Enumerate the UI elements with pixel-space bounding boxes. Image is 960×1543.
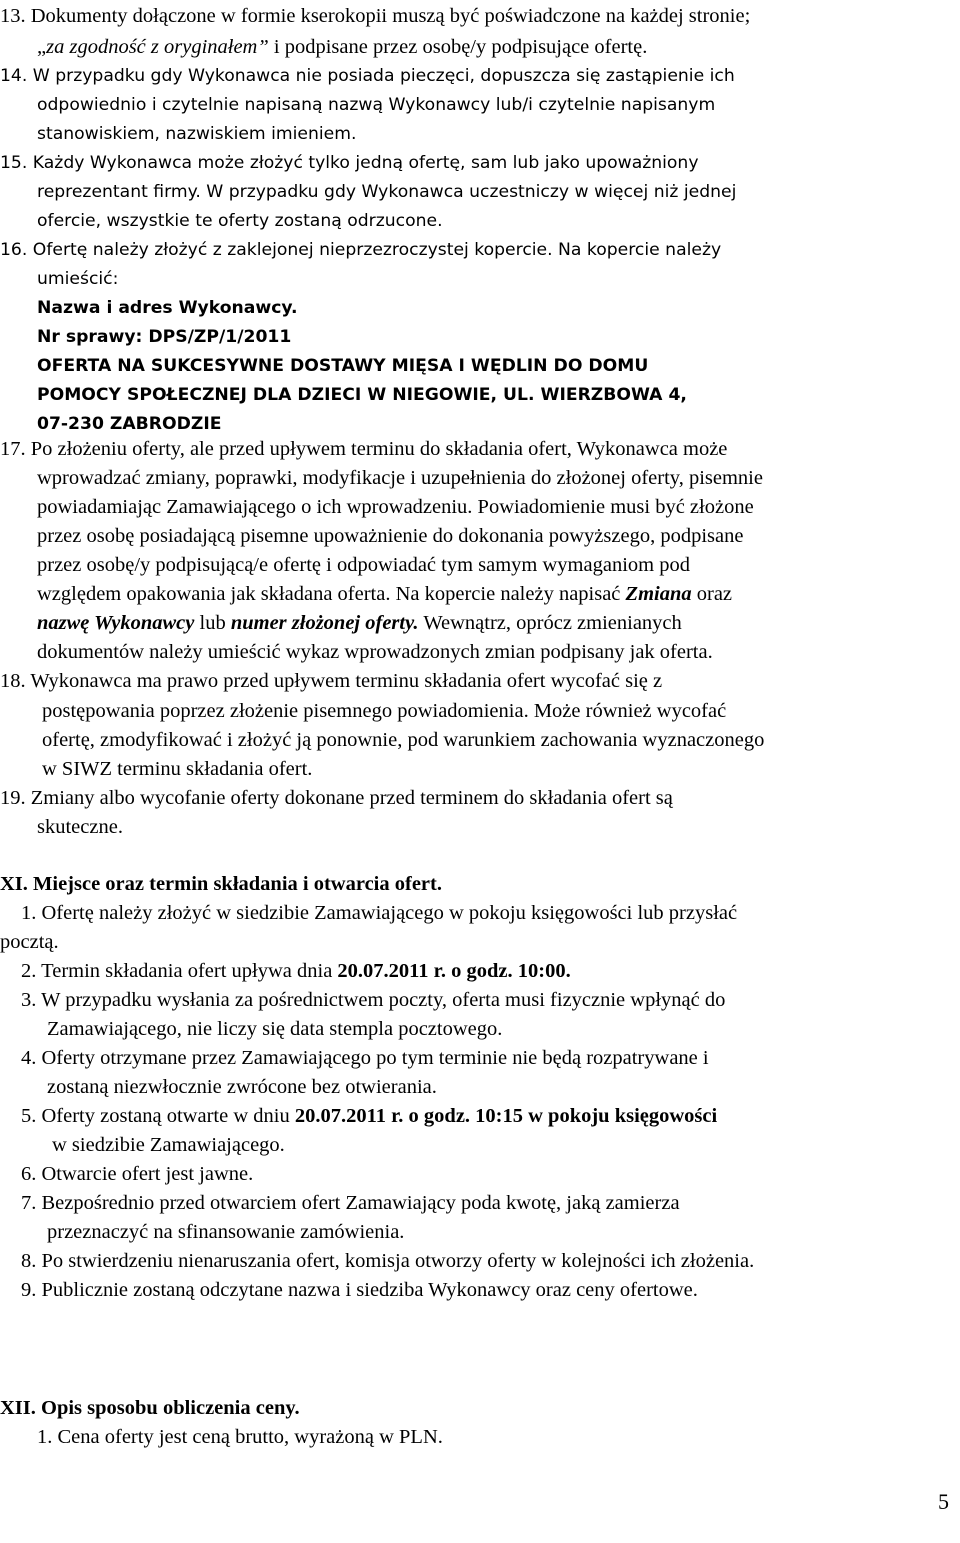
section-xi-item-9: 9. Publicznie zostaną odczytane nazwa i siedziba Wykonawcy oraz ceny ofertowe. [21, 1279, 698, 1301]
offer-number-keyword: numer złożonej oferty. [230, 612, 419, 634]
item-15-line-2: reprezentant firmy. W przypadku gdy Wykonawca uczestniczy w więcej niż jednej [37, 182, 737, 202]
section-xi-item-4-line-1: 4. Oferty otrzymane przez Zamawiającego po tym terminie nie będą rozpatrywane i [21, 1047, 709, 1069]
envelope-case-number: Nr sprawy: DPS/ZP/1/2011 [37, 327, 292, 347]
submission-deadline: 20.07.2011 r. o godz. 10:00. [337, 960, 571, 982]
item-13-line-2: „za zgodność z oryginałem” i podpisane przez osobę/y podpisujące ofertę. [37, 36, 648, 58]
item-17-line-2: wprowadzać zmiany, poprawki, modyfikacje i uzupełnienia do złożonej oferty, pisemnie [37, 467, 763, 489]
certified-phrase: za zgodność z oryginałem” [46, 36, 269, 58]
item-17-line-7: nazwę Wykonawcy lub numer złożonej oferty. Wewnątrz, oprócz zmienianych [37, 612, 682, 634]
item-18-line-3: ofertę, zmodyfikować i złożyć ją ponownie, pod warunkiem zachowania wyznaczonego [42, 729, 765, 751]
item-17-line-3: powiadamiając Zamawiającego o ich wprowadzeniu. Powiadomienie musi być złożone [37, 496, 754, 518]
section-xi-heading: XI. Miejsce oraz termin składania i otwarcia ofert. [0, 873, 442, 895]
item-16-line-1: 16. Ofertę należy złożyć z zaklejonej nieprzezroczystej kopercie. Na kopercie należy [0, 240, 722, 260]
envelope-offer-line-1: OFERTA NA SUKCESYWNE DOSTAWY MIĘSA I WĘDLIN DO DOMU [37, 356, 649, 376]
item-15-line-3: ofercie, wszystkie te oferty zostaną odrzucone. [37, 211, 443, 231]
item-15-line-1: 15. Każdy Wykonawca może złożyć tylko jedną ofertę, sam lub jako upoważniony [0, 153, 699, 173]
item-13-line-1: 13. Dokumenty dołączone w formie kserokopii muszą być poświadczone na każdej stronie; [0, 5, 751, 27]
item-17-line-4: przez osobę posiadającą pisemne upoważnienie do dokonania powyższego, podpisane [37, 525, 744, 547]
section-xi-item-3-line-2: Zamawiającego, nie liczy się data stempla pocztowego. [47, 1018, 503, 1040]
section-xi-item-5-line-2: w siedzibie Zamawiającego. [52, 1134, 285, 1156]
item-17-line-5: przez osobę/y podpisującą/e ofertę i odpowiadać tym samym wymaganiom pod [37, 554, 690, 576]
section-xi-item-6: 6. Otwarcie ofert jest jawne. [21, 1163, 254, 1185]
page-number: 5 [938, 1489, 949, 1514]
change-keyword: Zmiana [625, 583, 692, 605]
opening-date: 20.07.2011 r. o godz. 10:15 w pokoju księgowości [294, 1105, 718, 1127]
item-17-line-1: 17. Po złożeniu oferty, ale przed upływem terminu do składania ofert, Wykonawca może [0, 438, 728, 460]
item-17-line-8: dokumentów należy umieścić wykaz wprowadzonych zmian podpisany jak oferta. [37, 641, 713, 663]
section-xi-item-1-line-2: pocztą. [0, 931, 59, 953]
item-19-line-2: skuteczne. [37, 816, 123, 838]
item-17-line-6: względem opakowania jak składana oferta. Na kopercie należy napisać Zmiana oraz [37, 583, 733, 605]
envelope-name-line: Nazwa i adres Wykonawcy. [37, 298, 298, 318]
item-18-line-1: 18. Wykonawca ma prawo przed upływem terminu składania ofert wycofać się z [0, 670, 663, 692]
item-14-line-3: stanowiskiem, nazwiskiem imieniem. [37, 124, 357, 144]
envelope-offer-line-2: POMOCY SPOŁECZNEJ DLA DZIECI W NIEGOWIE, UL. WIERZBOWA 4, [37, 385, 687, 405]
item-14-line-2: odpowiednio i czytelnie napisaną nazwą Wykonawcy lub/i czytelnie napisanym [37, 95, 716, 115]
contractor-name-keyword: nazwę Wykonawcy [37, 612, 195, 634]
item-14-line-1: 14. W przypadku gdy Wykonawca nie posiada pieczęci, dopuszcza się zastąpienie ich [0, 66, 735, 86]
section-xi-item-5-line-1: 5. Oferty zostaną otwarte w dniu 20.07.2011 r. o godz. 10:15 w pokoju księgowości [21, 1105, 718, 1127]
section-xii-heading: XII. Opis sposobu obliczenia ceny. [0, 1397, 300, 1419]
section-xi-item-7-line-2: przeznaczyć na sfinansowanie zamówienia. [47, 1221, 405, 1243]
item-16-line-2: umieścić: [37, 269, 119, 289]
item-18-line-2: postępowania poprzez złożenie pisemnego powiadomienia. Może również wycofać [42, 700, 727, 722]
section-xi-item-2: 2. Termin składania ofert upływa dnia 20.07.2011 r. o godz. 10:00. [21, 960, 571, 982]
section-xi-item-4-line-2: zostaną niezwłocznie zwrócone bez otwierania. [47, 1076, 437, 1098]
item-19-line-1: 19. Zmiany albo wycofanie oferty dokonane przed terminem do składania ofert są [0, 787, 673, 809]
section-xi-item-8: 8. Po stwierdzeniu nienaruszania ofert, komisja otworzy oferty w kolejności ich złożenia. [21, 1250, 755, 1272]
section-xi-item-3-line-1: 3. W przypadku wysłania za pośrednictwem poczty, oferta musi fizycznie wpłynąć do [21, 989, 726, 1011]
section-xi-item-7-line-1: 7. Bezpośrednio przed otwarciem ofert Zamawiający poda kwotę, jaką zamierza [21, 1192, 680, 1214]
section-xi-item-1-line-1: 1. Ofertę należy złożyć w siedzibie Zamawiającego w pokoju księgowości lub przysłać [21, 902, 738, 924]
item-18-line-4: w SIWZ terminu składania ofert. [42, 758, 313, 780]
envelope-offer-line-3: 07-230 ZABRODZIE [37, 414, 222, 434]
section-xii-item-1: 1. Cena oferty jest ceną brutto, wyrażoną w PLN. [37, 1426, 443, 1448]
